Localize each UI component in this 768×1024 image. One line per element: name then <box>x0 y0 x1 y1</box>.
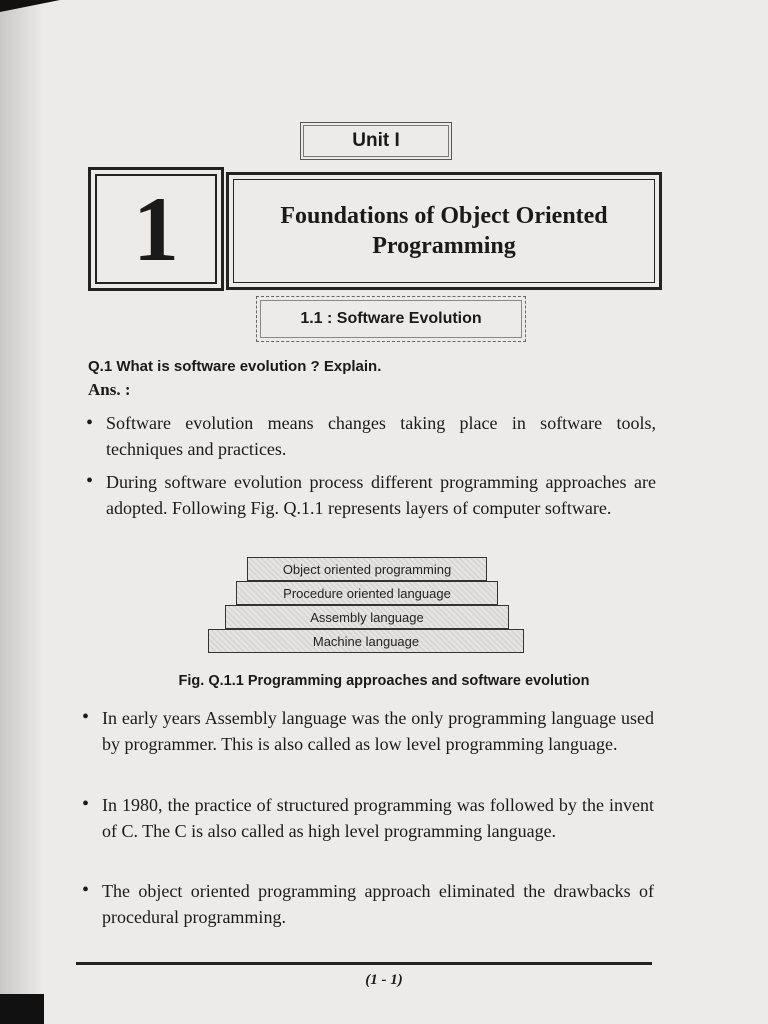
layer-procedure-oriented: Procedure oriented language <box>236 581 498 605</box>
layer-assembly: Assembly language <box>225 605 509 629</box>
bullet-marker: • <box>86 412 94 434</box>
list-item: Software evolution means changes taking place in software tools, techniques and practices. <box>106 413 656 459</box>
page-number: (1 - 1) <box>365 972 403 988</box>
list-item: In 1980, the practice of structured programming was followed by the invent of C. The C is also called as high level programming language. <box>102 795 654 841</box>
layer-object-oriented: Object oriented programming <box>247 557 487 581</box>
page-left-edge-shadow <box>0 0 44 1024</box>
figure-caption: Fig. Q.1.1 Programming approaches and software evolution <box>178 673 590 689</box>
page-corner-top <box>0 0 60 12</box>
question-heading: Q.1 What is software evolution ? Explain. <box>88 358 382 375</box>
chapter-number: 1 <box>88 167 224 291</box>
layer-machine: Machine language <box>208 629 524 653</box>
chapter-title-line-2: Programming <box>372 233 516 259</box>
bullet-marker: • <box>82 879 90 901</box>
chapter-title-box <box>226 172 662 290</box>
chapter-title <box>244 201 644 261</box>
answer-label: Ans. : <box>88 380 131 399</box>
footer-rule <box>76 962 652 965</box>
unit-label: Unit I <box>300 122 452 160</box>
page-corner-bottom <box>0 994 44 1024</box>
bullet-marker: • <box>86 470 94 492</box>
list-item: In early years Assembly language was the only programming language used by programmer. This is also called as low level programming language. <box>102 708 654 754</box>
list-item: During software evolution process different programming approaches are adopted. Following Fig. Q.1.1 represents layers of computer software. <box>106 472 656 518</box>
bullet-marker: • <box>82 706 90 728</box>
list-item: The object oriented programming approach eliminated the drawbacks of procedural programming. <box>102 881 654 927</box>
section-title: 1.1 : Software Evolution <box>256 296 526 342</box>
chapter-title-line-1: Foundations of Object Oriented <box>280 203 608 229</box>
bullet-marker: • <box>82 793 90 815</box>
